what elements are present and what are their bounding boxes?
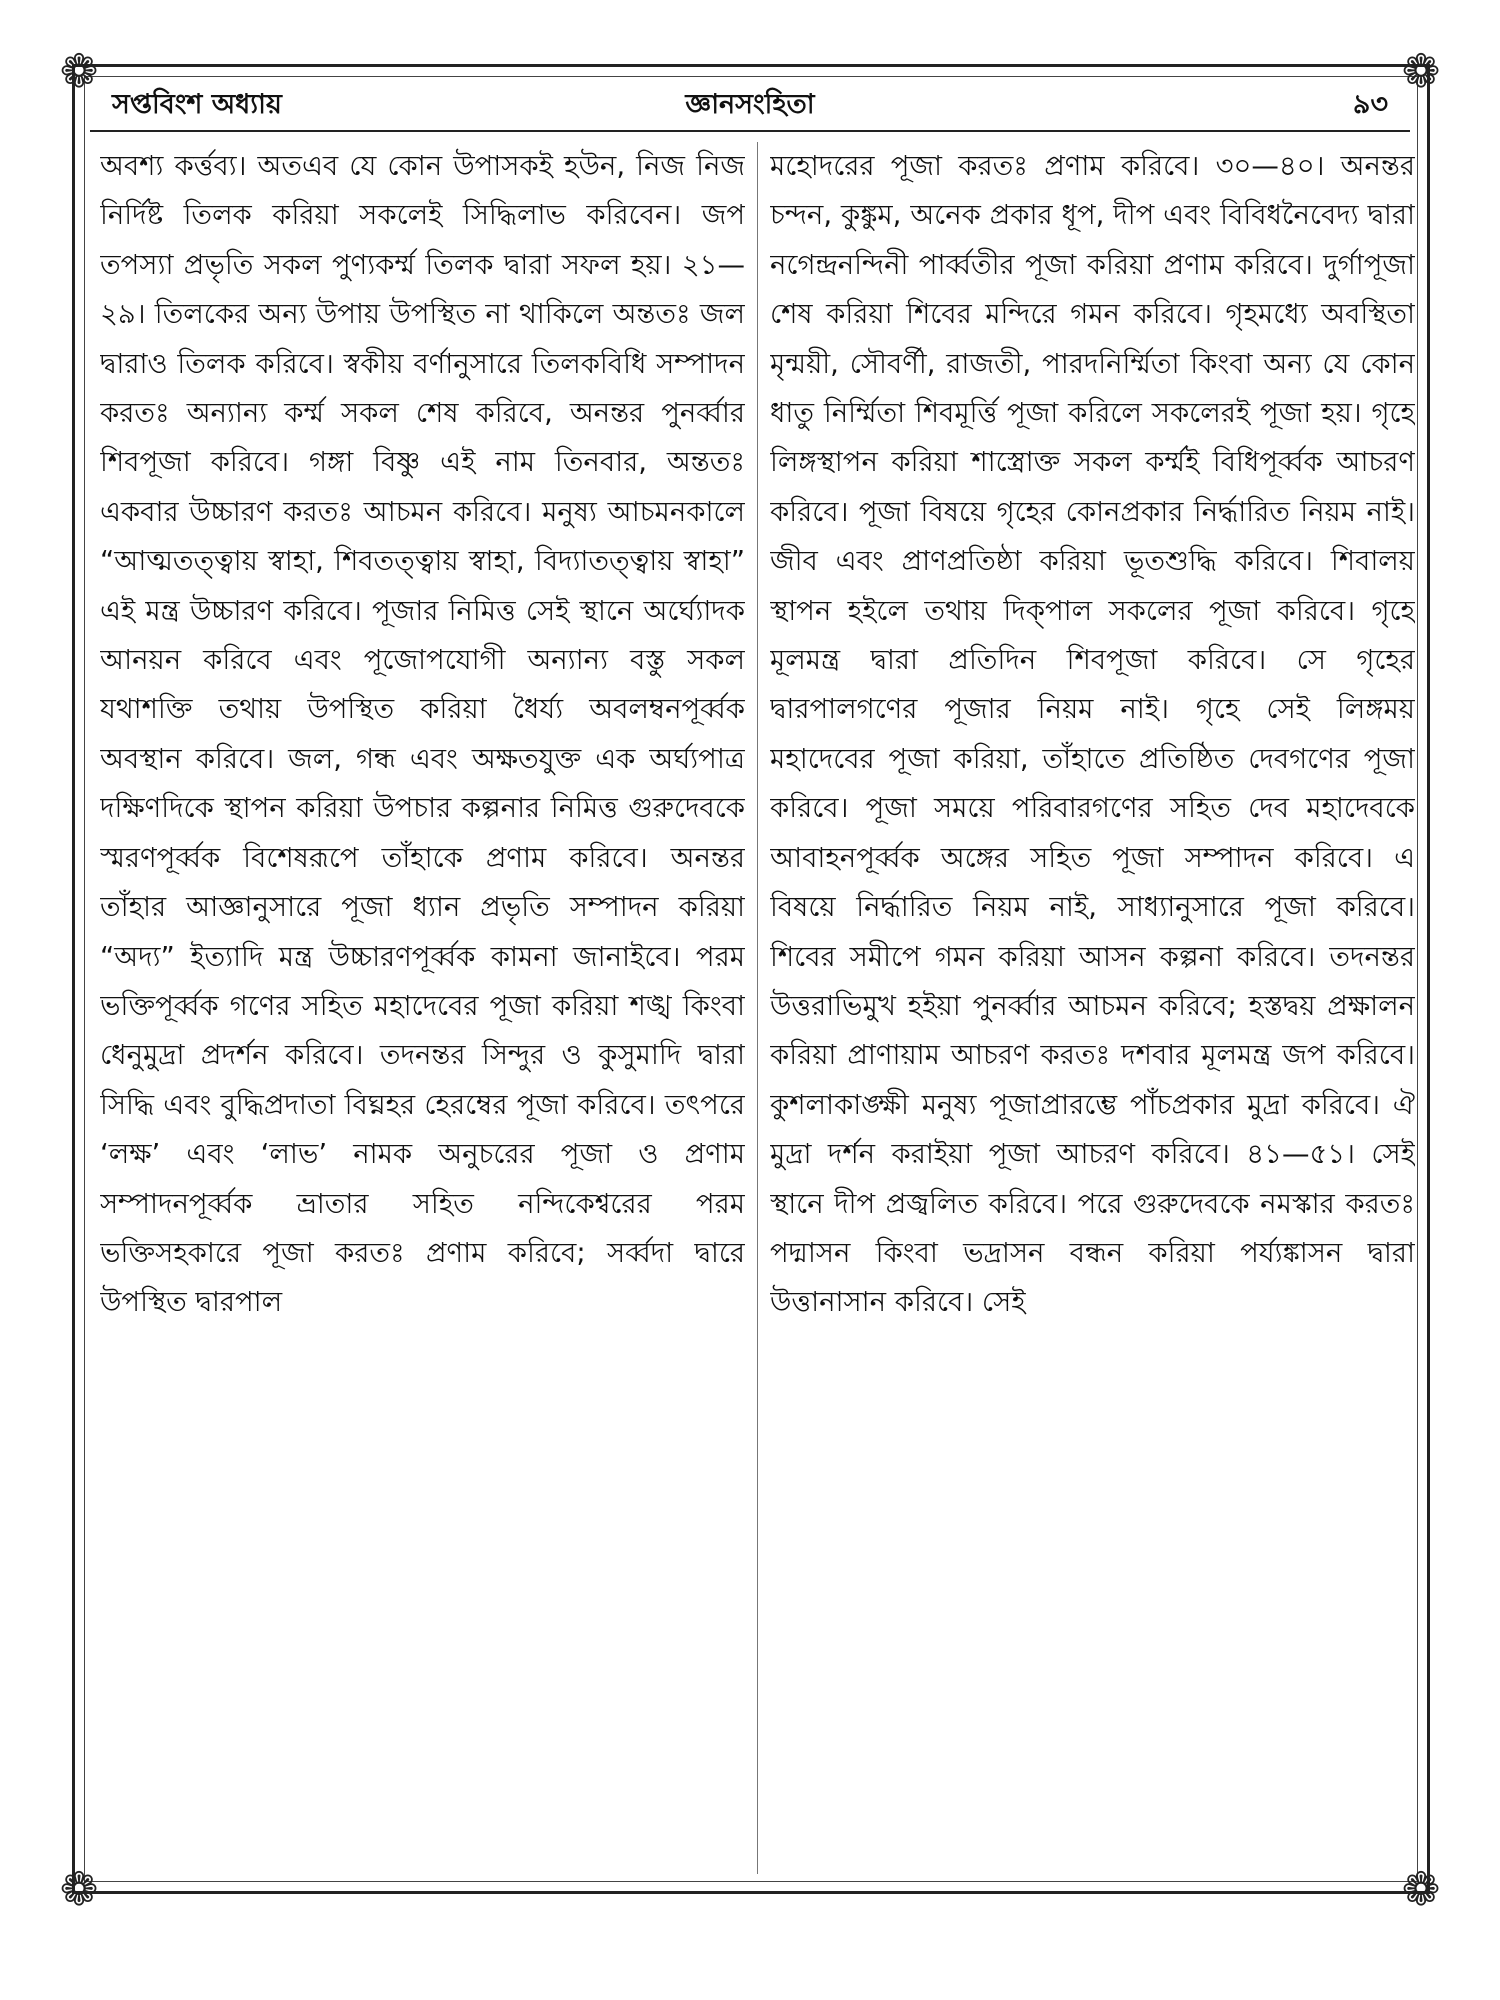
text-column-right: মহোদরের পূজা করতঃ প্রণাম করিবে। ৩০—৪০। অনন্তর চন্দন, কুঙ্কুম, অনেক প্রকার ধূপ, দীপ এবং বিবিধনৈবেদ্য দ্বারা নগেন্দ্রনন্দিনী পার্ব্বতীর পূজা করিয়া প্রণাম করিবে। দুর্গাপূজা শেষ করিয়া শিবের মন্দিরে গমন করিবে। গৃহমধ্যে অবস্থিতা মৃন্ময়ী, সৌবর্ণী, রাজতী, পারদনির্ম্মিতা কিংবা অন্য যে কোন ধাতু নির্ম্মিতা শিবমূর্ত্তি পূজা করিলে সকলেরই পূজা হয়। গৃহে লিঙ্গস্থাপন করিয়া শাস্ত্রোক্ত সকল কর্ম্মই বিধিপূর্ব্বক আচরণ করিবে। পূজা বিষয়ে গৃহের কোনপ্রকার নির্দ্ধারিত নিয়ম নাই। জীব এবং প্রাণপ্রতিষ্ঠা করিয়া ভূতশুদ্ধি করিবে। শিবালয় স্থাপন হইলে তথায় দিক্‌পাল সকলের পূজা করিবে। গৃহে মূলমন্ত্র দ্বারা প্রতিদিন শিবপূজা করিবে। সে গৃহের দ্বারপালগণের পূজার নিয়ম নাই। গৃহে সেই লিঙ্গময় মহাদেবের পূজা করিয়া, তাঁহাতে প্রতিষ্ঠিত দেবগণের পূজা করিবে। পূজা সময়ে পরিবারগণের সহিত দেব মহাদেবকে আবাহনপূর্ব্বক অঙ্গের সহিত পূজা সম্পাদন করিবে। এ বিষয়ে নির্দ্ধারিত নিয়ম নাই, সাধ্যানুসারে পূজা করিবে। শিবের সমীপে গমন করিয়া আসন কল্পনা করিবে। তদনন্তর উত্তরাভিমুখ হইয়া পুনর্ব্বার আচমন করিবে; হস্তদ্বয় প্রক্ষালন করিয়া প্রাণায়াম আচরণ করতঃ দশবার মূলমন্ত্র জপ করিবে। কুশলাকাঙ্ক্ষী মনুষ্য পূজাপ্রারম্ভে পাঁচপ্রকার মুদ্রা করিবে। ঐ মুদ্রা দর্শন করাইয়া পূজা আচরণ করিবে। ৪১—৫১। সেই স্থানে দীপ প্রজ্বলিত করিবে। পরে গুরুদেবকে নমস্কার করতঃ পদ্মাসন কিংবা ভদ্রাসন বন্ধন করিয়া পর্য্যঙ্কাসন দ্বারা উত্তানাসান করিবে। সেই: [770, 150, 1415, 1319]
page-number: ৯৩: [1352, 89, 1388, 120]
chapter-title: সপ্তবিংশ অধ্যায়: [112, 89, 282, 120]
column-divider: [757, 142, 758, 1874]
corner-ornament-icon: ❁: [59, 44, 99, 98]
text-column-left: অবশ্য কর্ত্তব্য। অতএব যে কোন উপাসকই হউন, নিজ নিজ নির্দিষ্ট তিলক করিয়া সকলেই সিদ্ধিলাভ করিবেন। জপ তপস্যা প্রভৃতি সকল পুণ্যকর্ম্ম তিলক দ্বারা সফল হয়। ২১—২৯। তিলকের অন্য উপায় উপস্থিত না থাকিলে অন্ততঃ জল দ্বারাও তিলক করিবে। স্বকীয় বর্ণানুসারে তিলকবিধি সম্পাদন করতঃ অন্যান্য কর্ম্ম সকল শেষ করিবে, অনন্তর পুনর্ব্বার শিবপূজা করিবে। গঙ্গা বিষ্ণু এই নাম তিনবার, অন্ততঃ একবার উচ্চারণ করতঃ আচমন করিবে। মনুষ্য আচমনকালে “আত্মতত্ত্বায় স্বাহা, শিবতত্ত্বায় স্বাহা, বিদ্যাতত্ত্বায় স্বাহা” এই মন্ত্র উচ্চারণ করিবে। পূজার নিমিত্ত সেই স্থানে অর্ঘ্যোদক আনয়ন করিবে এবং পূজোপযোগী অন্যান্য বস্তু সকল যথাশক্তি তথায় উপস্থিত করিয়া ধৈর্য্য অবলম্বনপূর্ব্বক অবস্থান করিবে। জল, গন্ধ এবং অক্ষতযুক্ত এক অর্ঘ্যপাত্র দক্ষিণদিকে স্থাপন করিয়া উপচার কল্পনার নিমিত্ত গুরুদেবকে স্মরণপূর্ব্বক বিশেষরূপে তাঁহাকে প্রণাম করিবে। অনন্তর তাঁহার আজ্ঞানুসারে পূজা ধ্যান প্রভৃতি সম্পাদন করিয়া “অদ্য” ইত্যাদি মন্ত্র উচ্চারণপূর্ব্বক কামনা জানাইবে। পরম ভক্তিপূর্ব্বক গণের সহিত মহাদেবের পূজা করিয়া শঙ্খ কিংবা ধেনুমুদ্রা প্রদর্শন করিবে। তদনন্তর সিন্দুর ও কুসুমাদি দ্বারা সিদ্ধি এবং বুদ্ধিপ্রদাতা বিঘ্নহর হেরম্বের পূজা করিবে। তৎপরে ‘লক্ষ’ এবং ‘লাভ’ নামক অনুচরের পূজা ও প্রণাম সম্পাদনপূর্ব্বক ভ্রাতার সহিত নন্দিকেশ্বরের পরম ভক্তিসহকারে পূজা করতঃ প্রণাম করিবে; সর্ব্বদা দ্বারে উপস্থিত দ্বারপাল: [100, 150, 745, 1319]
book-title: জ্ঞানসংহিতা: [685, 89, 815, 120]
corner-ornament-icon: ❁: [1401, 44, 1441, 98]
running-header: [100, 78, 1400, 128]
corner-ornament-icon: ❁: [59, 1862, 99, 1916]
corner-ornament-icon: ❁: [1401, 1862, 1441, 1916]
header-rule: [90, 130, 1410, 132]
